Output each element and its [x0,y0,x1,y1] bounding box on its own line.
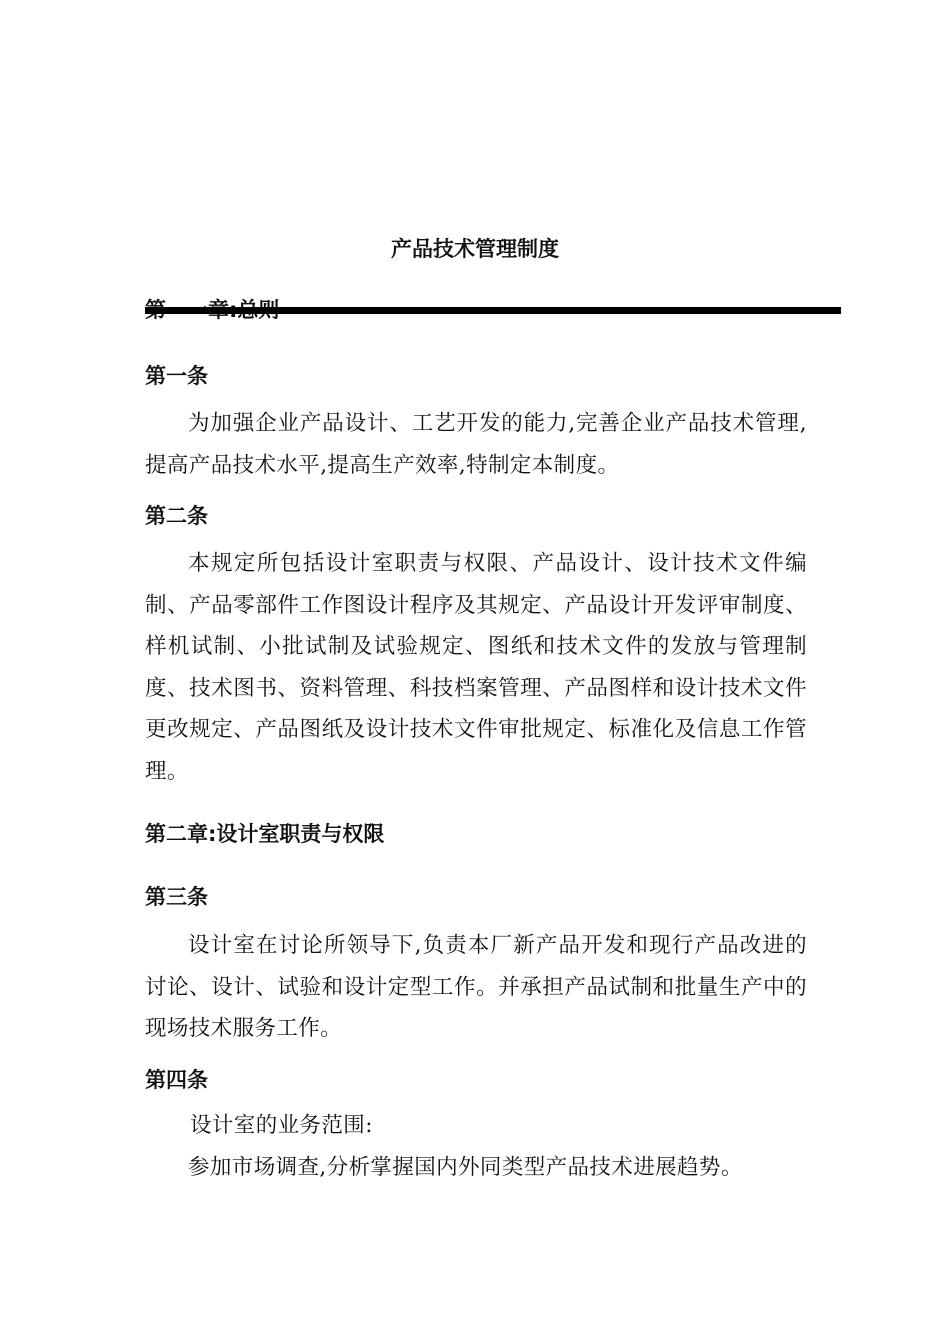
article-4-heading: 第四条 [145,1068,208,1092]
article-4-line-2: 参加市场调查,分析掌握国内外同类型产品技术进展趋势。 [188,1155,743,1180]
article-1-heading: 第一条 [145,364,208,388]
chapter-2-heading: 第二章:设计室职责与权限 [145,822,385,846]
document-title: 产品技术管理制度 [391,237,559,261]
article-3-heading: 第三条 [145,885,208,909]
chapter-1-rule [145,307,841,314]
article-2-text: 本规定所包括设计室职责与权限、产品设计、设计技术文件编制、产品零部件工作图设计程序及其规定、产品设计开发评审制度、样机试制、小批试制及试验规定、图纸和技术文件的发放与管理制度、技术图书、资料管理、科技档案管理、产品图样和设计技术文件更改规定、产品图纸及设计技术文件审批规定、标准化及信息工作管理。 [145,551,807,784]
article-4-line-1: 设计室的业务范围: [190,1113,373,1138]
article-3-text: 设计室在讨论所领导下,负责本厂新产品开发和现行产品改进的讨论、设计、试验和设计定型工作。并承担产品试制和批量生产中的现场技术服务工作。 [145,933,807,1041]
article-1-text: 为加强企业产品设计、工艺开发的能力,完善企业产品技术管理,提高产品技术水平,提高生产效率,特制定本制度。 [145,411,807,478]
article-2-heading: 第二条 [145,504,208,528]
